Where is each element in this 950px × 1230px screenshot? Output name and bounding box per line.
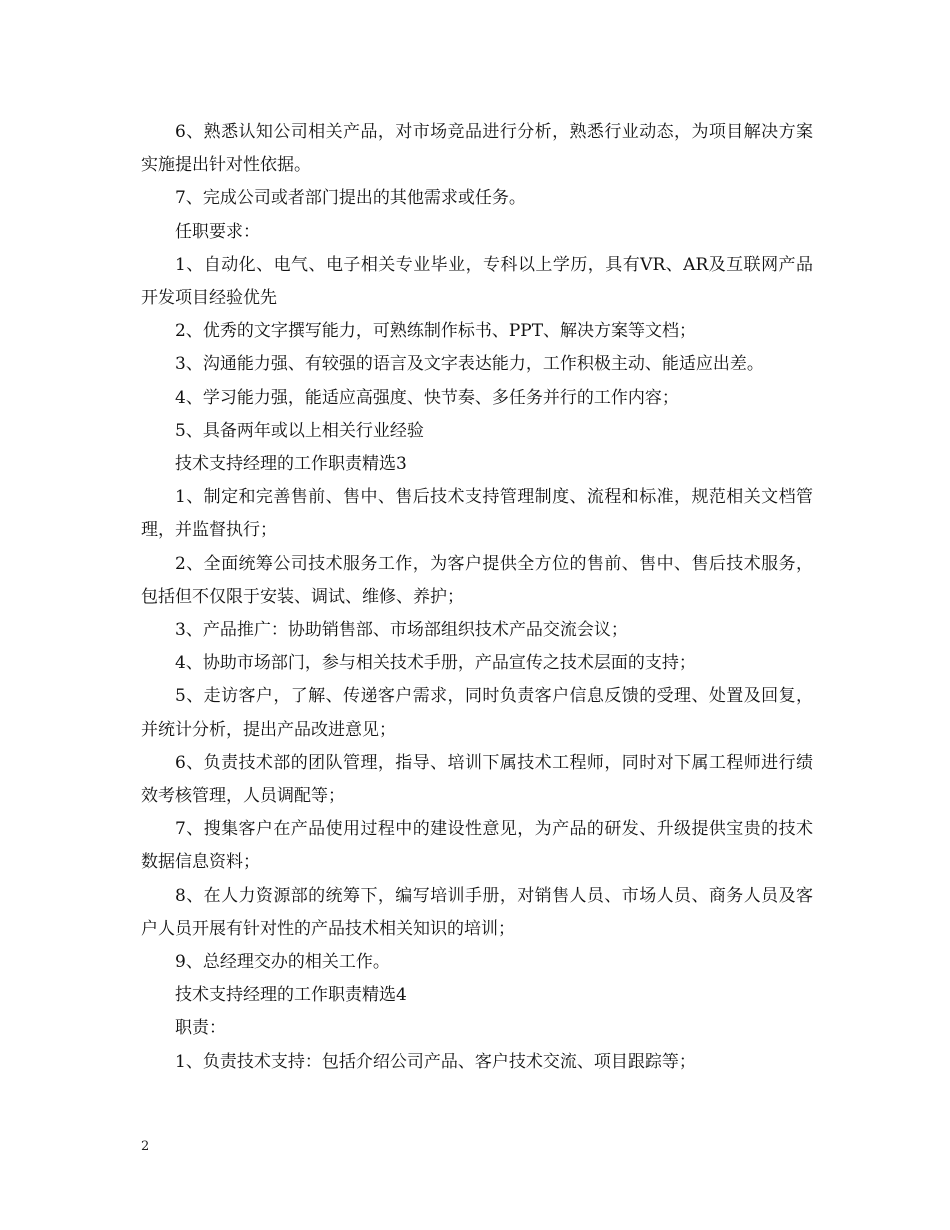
paragraph-section3-item-1: 1、制定和完善售前、售中、售后技术支持管理制度、流程和标准，规范相关文档管理，并监督执行； (141, 487, 813, 541)
paragraph-section3-item-3: 3、产品推广：协助销售部、市场部组织技术产品交流会议； (175, 620, 628, 641)
section-heading-3: 技术支持经理的工作职责精选3 (175, 454, 407, 475)
paragraph-requirement-1: 1、自动化、电气、电子相关专业毕业，专科以上学历，具有VR、AR及互联网产品开发项目经验优先 (141, 254, 813, 309)
paragraph-requirement-4: 4、学习能力强，能适应高强度、快节奏、多任务并行的工作内容； (175, 387, 679, 408)
paragraph-section3-item-4: 4、协助市场部门，参与相关技术手册，产品宣传之技术层面的支持； (175, 653, 696, 674)
page-number: 2 (141, 1139, 150, 1154)
document-body (141, 116, 813, 1079)
responsibilities-heading: 职责： (175, 1018, 226, 1039)
paragraph-requirement-5: 5、具备两年或以上相关行业经验 (175, 420, 424, 441)
section-heading-4: 技术支持经理的工作职责精选4 (175, 985, 407, 1006)
paragraph-section4-item-1: 1、负责技术支持：包括介绍公司产品、客户技术交流、项目跟踪等； (175, 1051, 696, 1072)
requirements-heading: 任职要求： (175, 221, 260, 242)
paragraph-section3-item-6: 6、负责技术部的团队管理，指导、培训下属技术工程师，同时对下属工程师进行绩效考核管理，人员调配等； (141, 752, 813, 807)
paragraph-section3-item-2: 2、全面统筹公司技术服务工作，为客户提供全方位的售前、售中、售后技术服务，包括但不仅限于安装、调试、维修、养护； (141, 553, 813, 607)
paragraph-requirement-2: 2、优秀的文字撰写能力，可熟练制作标书、PPT、解决方案等文档； (175, 321, 697, 342)
paragraph-requirement-3: 3、沟通能力强、有较强的语言及文字表达能力，工作积极主动、能适应出差。 (175, 354, 764, 375)
paragraph-section3-item-8: 8、在人力资源部的统筹下，编写培训手册，对销售人员、市场人员、商务人员及客户人员开展有针对性的产品技术相关知识的培训； (141, 885, 813, 939)
paragraph-section3-item-5: 5、走访客户，了解、传递客户需求，同时负责客户信息反馈的受理、处置及回复，并统计分析，提出产品改进意见； (141, 686, 813, 740)
paragraph-duty-7: 7、完成公司或者部门提出的其他需求或任务。 (175, 188, 526, 209)
paragraph-section3-item-9: 9、总经理交办的相关工作。 (175, 952, 390, 973)
paragraph-section3-item-7: 7、搜集客户在产品使用过程中的建设性意见，为产品的研发、升级提供宝贵的技术数据信息资料； (141, 819, 813, 873)
paragraph-duty-6: 6、熟悉认知公司相关产品，对市场竞品进行分析，熟悉行业动态，为项目解决方案实施提出针对性依据。 (141, 122, 813, 176)
